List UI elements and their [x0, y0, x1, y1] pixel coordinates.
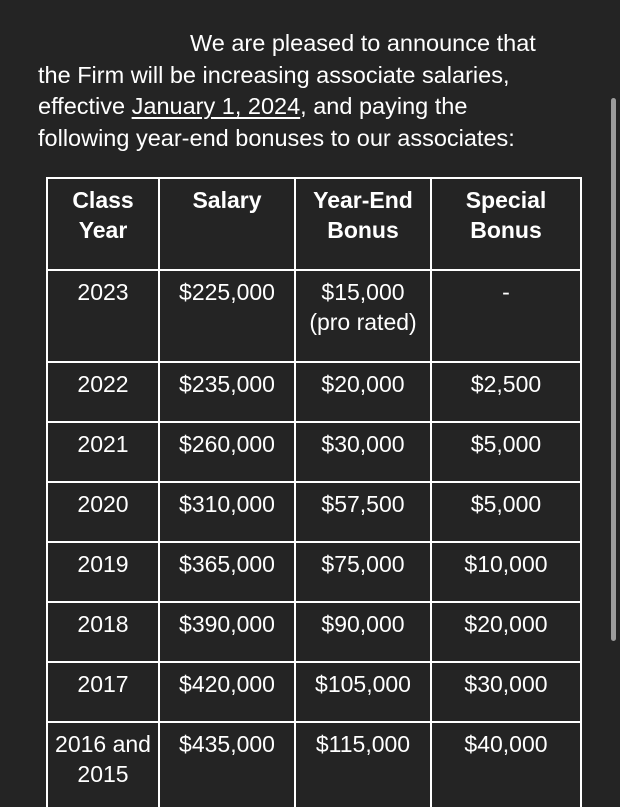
table-header-row — [47, 178, 581, 270]
salary-bonus-table — [46, 177, 582, 807]
salary-cell — [159, 422, 295, 482]
class-year-value: 2021 — [77, 431, 129, 457]
year-end-bonus-cell — [295, 722, 431, 807]
salary-value: $390,000 — [179, 611, 275, 637]
table-row — [47, 482, 581, 542]
salary-value: $235,000 — [179, 371, 275, 397]
salary-cell — [159, 602, 295, 662]
header-year-end-line1: Year-End — [313, 187, 413, 213]
year-end-bonus-cell — [295, 662, 431, 722]
table-row — [47, 542, 581, 602]
special-bonus-value: $40,000 — [464, 731, 548, 757]
special-bonus-value: $30,000 — [464, 671, 548, 697]
salary-value: $420,000 — [179, 671, 275, 697]
effective-date-link[interactable]: January 1, 2024 — [131, 93, 301, 119]
class-year-cell — [47, 422, 159, 482]
header-special-bonus — [431, 178, 581, 270]
special-bonus-cell — [431, 482, 581, 542]
year-end-bonus-note: (pro rated) — [309, 309, 417, 335]
header-year-end-line2: Bonus — [327, 217, 399, 243]
intro-line-3-end: , and paying the — [300, 93, 468, 119]
special-bonus-value: $10,000 — [464, 551, 548, 577]
class-year-value-line2: 2015 — [77, 761, 129, 787]
special-bonus-cell — [431, 722, 581, 807]
table-row — [47, 662, 581, 722]
year-end-bonus-value: $20,000 — [321, 371, 405, 397]
class-year-value: 2019 — [77, 551, 129, 577]
header-salary — [159, 178, 295, 270]
header-class-year-line2: Year — [78, 217, 128, 243]
year-end-bonus-value: $57,500 — [321, 491, 405, 517]
salary-value: $310,000 — [179, 491, 275, 517]
year-end-bonus-value: $30,000 — [321, 431, 405, 457]
year-end-bonus-cell — [295, 270, 431, 362]
table-row — [47, 270, 581, 362]
special-bonus-value: $2,500 — [470, 371, 542, 397]
special-bonus-cell — [431, 362, 581, 422]
salary-cell — [159, 662, 295, 722]
salary-cell — [159, 362, 295, 422]
year-end-bonus-value: $15,000 — [321, 279, 405, 305]
class-year-value: 2023 — [77, 279, 129, 305]
special-bonus-cell — [431, 422, 581, 482]
class-year-cell — [47, 662, 159, 722]
salary-cell — [159, 270, 295, 362]
year-end-bonus-cell — [295, 362, 431, 422]
announcement-text — [38, 28, 578, 154]
class-year-value: 2022 — [77, 371, 129, 397]
intro-line-3 — [38, 91, 578, 123]
header-special-line1: Special — [465, 187, 547, 213]
intro-line-4: following year-end bonuses to our associates: — [38, 124, 515, 151]
table-row — [47, 602, 581, 662]
special-bonus-cell — [431, 662, 581, 722]
year-end-bonus-cell — [295, 542, 431, 602]
year-end-bonus-value: $90,000 — [321, 611, 405, 637]
year-end-bonus-cell — [295, 422, 431, 482]
special-bonus-cell — [431, 602, 581, 662]
special-bonus-value: $5,000 — [470, 431, 542, 457]
header-year-end-bonus — [295, 178, 431, 270]
special-bonus-value: $5,000 — [470, 491, 542, 517]
class-year-cell — [47, 722, 159, 807]
salary-value: $225,000 — [179, 279, 275, 305]
intro-line-2: the Firm will be increasing associate salaries, — [38, 61, 510, 88]
header-salary-label: Salary — [192, 187, 262, 213]
special-bonus-cell — [431, 542, 581, 602]
year-end-bonus-cell — [295, 602, 431, 662]
year-end-bonus-cell — [295, 482, 431, 542]
class-year-cell — [47, 270, 159, 362]
salary-value: $435,000 — [179, 731, 275, 757]
header-class-year — [47, 178, 159, 270]
intro-line-1: We are pleased to announce that — [190, 30, 536, 56]
table-row — [47, 362, 581, 422]
class-year-cell — [47, 602, 159, 662]
table-row — [47, 722, 581, 807]
special-bonus-cell — [431, 270, 581, 362]
salary-cell — [159, 722, 295, 807]
class-year-value: 2020 — [77, 491, 129, 517]
intro-line-3-start: effective — [38, 93, 132, 119]
header-class-year-line1: Class — [72, 187, 134, 213]
vertical-scrollbar[interactable] — [611, 98, 616, 641]
class-year-value: 2017 — [77, 671, 129, 697]
class-year-value: 2018 — [77, 611, 129, 637]
salary-value: $260,000 — [179, 431, 275, 457]
year-end-bonus-value: $115,000 — [315, 731, 411, 757]
salary-value: $365,000 — [179, 551, 275, 577]
year-end-bonus-value: $105,000 — [315, 671, 411, 697]
special-bonus-value: $20,000 — [464, 611, 548, 637]
class-year-cell — [47, 362, 159, 422]
class-year-cell — [47, 482, 159, 542]
salary-cell — [159, 482, 295, 542]
header-special-line2: Bonus — [470, 217, 542, 243]
year-end-bonus-value: $75,000 — [321, 551, 405, 577]
class-year-value: 2016 and — [55, 731, 151, 757]
class-year-cell — [47, 542, 159, 602]
table-row — [47, 422, 581, 482]
special-bonus-value: - — [502, 279, 510, 305]
salary-cell — [159, 542, 295, 602]
